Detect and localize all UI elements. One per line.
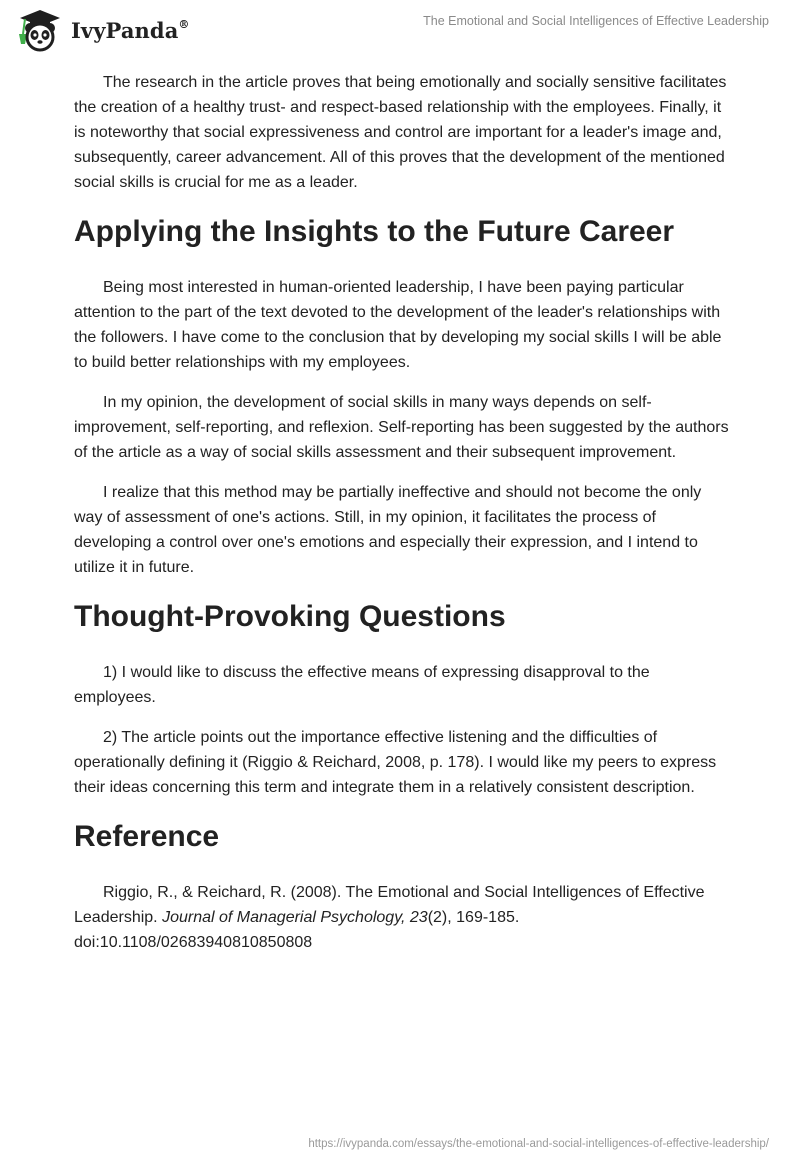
reference-details: (2), 169-185. doi:10.1108/02683940810850808 [74,909,520,951]
reference-journal: Journal of Managerial Psychology, 23 [162,909,428,926]
heading-questions: Thought-Provoking Questions [74,600,506,633]
brand-name: IvyPanda® [71,17,190,43]
panda-graduate-icon [16,8,64,52]
career-paragraph-2: In my opinion, the development of social skills in many ways depends on self-improvement, self-reporting, and reflexion. Self-reporting has been suggested by the authors of the article as a way of social skills assessment and their subsequent improvement. [74,394,729,461]
heading-future-career: Applying the Insights to the Future Career [74,215,675,248]
question-paragraph-2: 2) The article points out the importance effective listening and the difficulties of operationally defining it (Riggio & Reichard, 2008, p. 178). I would like my peers to express their ideas concerning this term and integrate them in a relatively consistent description. [74,729,717,796]
reference-entry [74,880,734,955]
heading-reference: Reference [74,820,220,853]
source-url[interactable]: https://ivypanda.com/essays/the-emotional-and-social-intelligences-of-effective-leadership/ [308,1138,769,1150]
essay-content [74,70,734,970]
career-paragraph-1: Being most interested in human-oriented leadership, I have been paying particular attention to the part of the text devoted to the development of the leader's relationships with the followers. I have come to the conclusion that by developing my social skills I will be able to build better relationships with my employees. [74,279,722,371]
question-paragraph-1: 1) I would like to discuss the effective means of expressing disapproval to the employees. [74,664,650,706]
ivypanda-logo[interactable] [16,8,190,52]
page-header [0,0,800,60]
reference-authors: Riggio, R., & Reichard, R. (2008). The Emotional and Social Intelligences of Effective Leadership. [74,884,705,926]
document-title: The Emotional and Social Intelligences of Effective Leadership [423,14,769,28]
registered-mark: ® [178,17,190,31]
intro-paragraph: The research in the article proves that being emotionally and socially sensitive facilitates the creation of a healthy trust- and respect-based relationship with the employees. Finally, it is noteworthy that social expressiveness and control are important for a leader's image and, subsequently, career advancement. All of this proves that the development of the mentioned social skills is crucial for me as a leader. [74,74,727,191]
career-paragraph-3: I realize that this method may be partially ineffective and should not become the only way of assessment of one's actions. Still, in my opinion, it facilitates the process of developing a control over one's emotions and especially their expression, and I intend to utilize it in future. [74,484,702,576]
